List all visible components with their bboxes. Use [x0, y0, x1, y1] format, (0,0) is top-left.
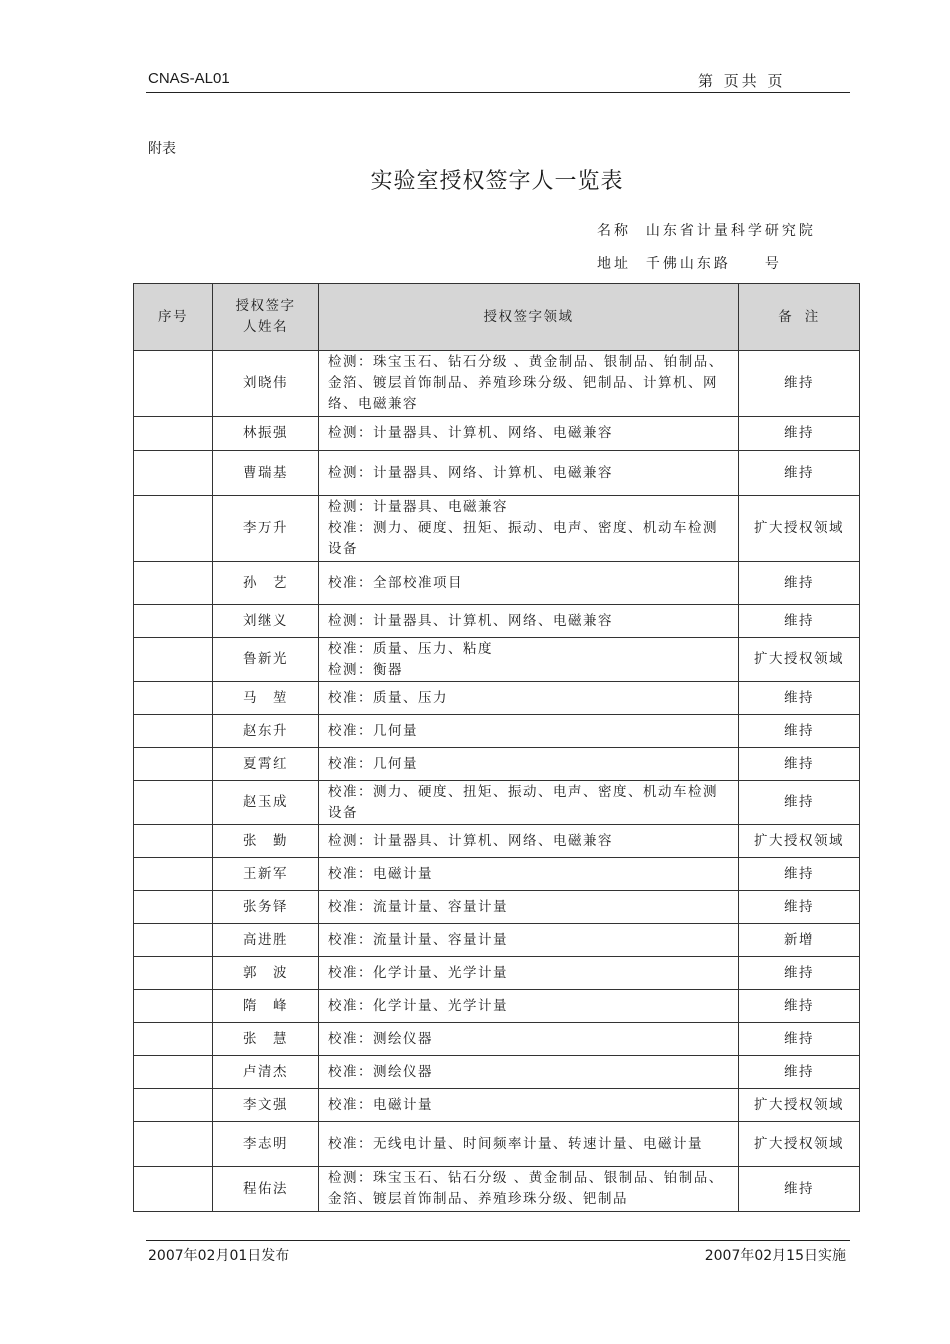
row-number-cell [134, 451, 213, 496]
table-row [134, 638, 860, 682]
remark-cell: 维持 [739, 417, 860, 451]
authorized-field-cell: 检测：计量器具、计算机、网络、电磁兼容 [319, 605, 739, 638]
row-number-cell [134, 825, 213, 858]
remark-cell: 维持 [739, 1056, 860, 1089]
table-row [134, 417, 860, 451]
lab-address-label: 地址 [597, 256, 631, 272]
row-number-cell [134, 957, 213, 990]
lab-address-value: 千佛山东路 号 [645, 256, 782, 272]
remark-cell: 维持 [739, 451, 860, 496]
authorized-field-cell: 检测：计量器具、计算机、网络、电磁兼容 [319, 417, 739, 451]
table-row [134, 825, 860, 858]
table-row [134, 990, 860, 1023]
row-number-cell [134, 351, 213, 417]
row-number-cell [134, 924, 213, 957]
authorized-field-cell: 检测：计量器具、网络、计算机、电磁兼容 [319, 451, 739, 496]
row-number-cell [134, 496, 213, 562]
table-row [134, 891, 860, 924]
table-row [134, 451, 860, 496]
signatory-name-cell: 鲁新光 [213, 638, 319, 682]
col-header-no: 序号 [134, 284, 213, 351]
remark-cell: 维持 [739, 957, 860, 990]
authorized-field-cell: 校准：无线电计量、时间频率计量、转速计量、电磁计量 [319, 1122, 739, 1167]
table-row [134, 605, 860, 638]
release-date: 2007年02月01日发布 [148, 1248, 290, 1264]
authorized-field-cell: 检测：珠宝玉石、钻石分级 、黄金制品、银制品、铂制品、金箔、镀层首饰制品、养殖珍珠分级、钯制品、计算机、网络、电磁兼容 [319, 351, 739, 417]
lab-name-line [597, 220, 816, 240]
signatory-name-cell: 张 勤 [213, 825, 319, 858]
remark-cell: 维持 [739, 351, 860, 417]
page-info: 第 页共 页 [698, 72, 786, 90]
authorized-field-cell: 检测：计量器具、计算机、网络、电磁兼容 [319, 825, 739, 858]
signatory-name-cell: 李志明 [213, 1122, 319, 1167]
remark-cell: 维持 [739, 1167, 860, 1212]
authorized-field-cell: 校准：化学计量、光学计量 [319, 957, 739, 990]
remark-cell: 扩大授权领域 [739, 496, 860, 562]
table-row [134, 682, 860, 715]
lab-name-label: 名称 [597, 223, 631, 239]
remark-cell: 维持 [739, 891, 860, 924]
authorized-field-cell: 校准：流量计量、容量计量 [319, 924, 739, 957]
signatory-name-cell: 李文强 [213, 1089, 319, 1122]
remark-cell: 扩大授权领域 [739, 825, 860, 858]
remark-cell: 维持 [739, 1023, 860, 1056]
signatory-name-cell: 刘晓伟 [213, 351, 319, 417]
signatory-name-cell: 赵玉成 [213, 781, 319, 825]
footer-divider [146, 1240, 850, 1241]
table-row [134, 748, 860, 781]
row-number-cell [134, 1023, 213, 1056]
row-number-cell [134, 1056, 213, 1089]
authorized-field-cell: 检测：计量器具、电磁兼容 校准：测力、硬度、扭矩、振动、电声、密度、机动车检测设备 [319, 496, 739, 562]
col-header-name: 授权签字人姓名 [213, 284, 319, 351]
appendix-label: 附表 [148, 141, 176, 157]
remark-cell: 维持 [739, 605, 860, 638]
table-header-row [134, 284, 860, 351]
table-row [134, 781, 860, 825]
row-number-cell [134, 1167, 213, 1212]
table-row [134, 1122, 860, 1167]
row-number-cell [134, 781, 213, 825]
row-number-cell [134, 1122, 213, 1167]
signatory-name-cell: 张 慧 [213, 1023, 319, 1056]
col-header-note: 备 注 [739, 284, 860, 351]
lab-address-line [597, 253, 782, 273]
table-row [134, 1167, 860, 1212]
remark-cell: 新增 [739, 924, 860, 957]
signatory-name-cell: 程佑法 [213, 1167, 319, 1212]
authorized-field-cell: 校准：测绘仪器 [319, 1023, 739, 1056]
signatory-name-cell: 林振强 [213, 417, 319, 451]
authorized-field-cell: 校准：几何量 [319, 715, 739, 748]
signatory-name-cell: 马 堃 [213, 682, 319, 715]
remark-cell: 维持 [739, 748, 860, 781]
authorized-field-cell: 校准：全部校准项目 [319, 562, 739, 605]
remark-cell: 维持 [739, 781, 860, 825]
remark-cell: 维持 [739, 562, 860, 605]
table-row [134, 1056, 860, 1089]
col-header-field: 授权签字领域 [319, 284, 739, 351]
document-code: CNAS-AL01 [148, 70, 230, 87]
row-number-cell [134, 748, 213, 781]
signatory-name-cell: 孙 艺 [213, 562, 319, 605]
remark-cell: 扩大授权领域 [739, 1089, 860, 1122]
authorized-field-cell: 校准：电磁计量 [319, 1089, 739, 1122]
signatory-name-cell: 曹瑞基 [213, 451, 319, 496]
row-number-cell [134, 605, 213, 638]
row-number-cell [134, 891, 213, 924]
signatory-name-cell: 隋 峰 [213, 990, 319, 1023]
authorized-field-cell: 校准：测力、硬度、扭矩、振动、电声、密度、机动车检测设备 [319, 781, 739, 825]
authorized-field-cell: 校准：质量、压力、粘度 检测：衡器 [319, 638, 739, 682]
signatory-name-cell: 刘继义 [213, 605, 319, 638]
authorized-field-cell: 校准：电磁计量 [319, 858, 739, 891]
table-body [134, 351, 860, 1212]
authorized-field-cell: 校准：流量计量、容量计量 [319, 891, 739, 924]
signatory-name-cell: 郭 波 [213, 957, 319, 990]
table-row [134, 351, 860, 417]
table-row [134, 562, 860, 605]
effective-date: 2007年02月15日实施 [704, 1248, 846, 1264]
row-number-cell [134, 1089, 213, 1122]
remark-cell: 扩大授权领域 [739, 1122, 860, 1167]
table-row [134, 1023, 860, 1056]
row-number-cell [134, 682, 213, 715]
table-row [134, 924, 860, 957]
signatory-name-cell: 夏霄红 [213, 748, 319, 781]
table-row [134, 957, 860, 990]
lab-name-value: 山东省计量科学研究院 [645, 223, 816, 239]
table-row [134, 1089, 860, 1122]
row-number-cell [134, 858, 213, 891]
header-divider [146, 92, 850, 93]
row-number-cell [134, 562, 213, 605]
signatory-table [133, 283, 860, 1212]
row-number-cell [134, 715, 213, 748]
remark-cell: 维持 [739, 858, 860, 891]
authorized-field-cell: 校准：几何量 [319, 748, 739, 781]
authorized-field-cell: 校准：化学计量、光学计量 [319, 990, 739, 1023]
signatory-name-cell: 高进胜 [213, 924, 319, 957]
authorized-field-cell: 校准：质量、压力 [319, 682, 739, 715]
row-number-cell [134, 990, 213, 1023]
page-title: 实验室授权签字人一览表 [370, 169, 624, 194]
remark-cell: 维持 [739, 990, 860, 1023]
signatory-name-cell: 赵东升 [213, 715, 319, 748]
authorized-field-cell: 检测：珠宝玉石、钻石分级 、黄金制品、银制品、铂制品、金箔、镀层首饰制品、养殖珍珠分级、钯制品 [319, 1167, 739, 1212]
signatory-name-cell: 卢清杰 [213, 1056, 319, 1089]
table-row [134, 496, 860, 562]
signatory-name-cell: 王新军 [213, 858, 319, 891]
remark-cell: 维持 [739, 682, 860, 715]
signatory-name-cell: 张务铎 [213, 891, 319, 924]
remark-cell: 扩大授权领域 [739, 638, 860, 682]
row-number-cell [134, 417, 213, 451]
row-number-cell [134, 638, 213, 682]
remark-cell: 维持 [739, 715, 860, 748]
table-row [134, 715, 860, 748]
table-row [134, 858, 860, 891]
authorized-field-cell: 校准：测绘仪器 [319, 1056, 739, 1089]
signatory-name-cell: 李万升 [213, 496, 319, 562]
